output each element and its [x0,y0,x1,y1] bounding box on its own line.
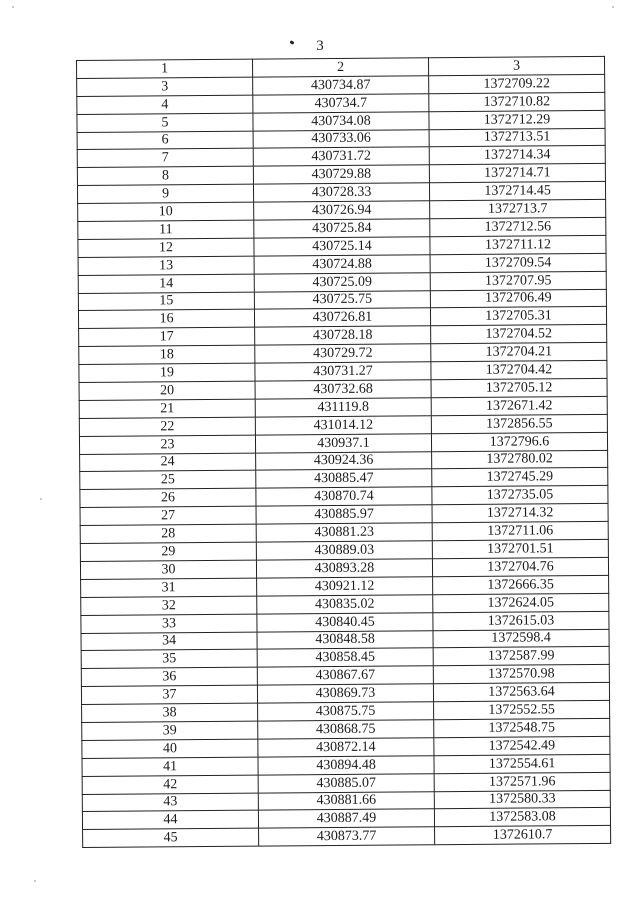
row-index-cell: 3 [77,77,253,96]
row-index-cell: 5 [77,113,253,132]
coordinate-x-cell: 430734.7 [253,94,429,113]
row-index-cell: 7 [77,149,253,168]
coordinate-x-cell: 430728.33 [253,183,429,202]
coordinate-y-cell: 1372714.45 [429,182,605,201]
coordinate-x-cell: 431119.8 [255,398,431,417]
coordinate-y-cell: 1372712.56 [430,217,606,236]
coordinate-y-cell: 1372796.6 [431,432,607,451]
coordinate-y-cell: 1372712.29 [429,110,605,129]
header-col-1: 1 [77,59,253,78]
coordinate-y-cell: 1372563.64 [433,683,609,702]
coordinate-x-cell: 430869.73 [257,684,433,703]
coordinate-y-cell: 1372552.55 [434,700,610,719]
header-col-2: 2 [252,58,428,77]
coordinate-x-cell: 430885.97 [256,505,432,524]
coordinate-x-cell: 430889.03 [256,541,432,560]
row-index-cell: 43 [82,793,258,812]
coordinate-x-cell: 430885.47 [256,469,432,488]
coordinate-x-cell: 430729.72 [255,344,431,363]
row-index-cell: 33 [81,614,257,633]
coordinate-y-cell: 1372554.61 [434,754,610,773]
row-index-cell: 11 [78,220,254,239]
row-index-cell: 41 [82,757,258,776]
coordinate-y-cell: 1372713.7 [430,199,606,218]
coordinate-x-cell: 430848.58 [257,630,433,649]
row-index-cell: 8 [77,166,253,185]
row-index-cell: 45 [83,828,259,847]
coordinate-y-cell: 1372704.52 [431,325,607,344]
coordinate-y-cell: 1372583.08 [434,808,610,827]
coordinate-x-cell: 430858.45 [257,648,433,667]
coordinate-x-cell: 430731.27 [255,362,431,381]
coordinate-x-cell: 430840.45 [257,612,433,631]
row-index-cell: 39 [82,721,258,740]
coordinate-y-cell: 1372713.51 [429,128,605,147]
coordinate-y-cell: 1372704.76 [432,557,608,576]
coordinate-x-cell: 430734.87 [253,76,429,95]
row-index-cell: 40 [82,739,258,758]
scan-dot [40,498,42,500]
row-index-cell: 4 [77,95,253,114]
row-index-cell: 21 [79,399,255,418]
coordinate-x-cell: 430734.08 [253,111,429,130]
coordinate-y-cell: 1372706.49 [430,289,606,308]
coordinate-x-cell: 430726.81 [254,308,430,327]
coordinate-x-cell: 430894.48 [258,755,434,774]
row-index-cell: 16 [78,310,254,329]
coordinate-x-cell: 430724.88 [254,255,430,274]
coordinate-y-cell: 1372714.71 [429,164,605,183]
row-index-cell: 25 [80,471,256,490]
row-index-cell: 18 [79,345,255,364]
coordinate-y-cell: 1372705.31 [430,307,606,326]
coordinate-x-cell: 430729.88 [253,165,429,184]
coordinate-x-cell: 430893.28 [256,559,432,578]
coordinate-y-cell: 1372705.12 [431,378,607,397]
coordinate-y-cell: 1372709.54 [430,253,606,272]
row-index-cell: 24 [80,453,256,472]
coordinate-x-cell: 430924.36 [256,451,432,470]
coordinate-x-cell: 431014.12 [255,416,431,435]
coordinates-table-container [76,56,610,848]
coordinate-x-cell: 430872.14 [258,738,434,757]
coordinate-y-cell: 1372704.21 [431,343,607,362]
coordinate-y-cell: 1372745.29 [432,468,608,487]
row-index-cell: 6 [77,131,253,150]
row-index-cell: 12 [78,238,254,257]
coordinate-y-cell: 1372735.05 [432,486,608,505]
coordinates-table [76,56,611,848]
coordinate-y-cell: 1372856.55 [431,414,607,433]
coordinate-y-cell: 1372704.42 [431,360,607,379]
coordinate-y-cell: 1372542.49 [434,736,610,755]
row-index-cell: 36 [81,667,257,686]
coordinate-y-cell: 1372707.95 [430,271,606,290]
coordinate-y-cell: 1372780.02 [432,450,608,469]
coordinate-y-cell: 1372548.75 [434,718,610,737]
row-index-cell: 22 [79,417,255,436]
row-index-cell: 42 [82,775,258,794]
coordinate-x-cell: 430733.06 [253,129,429,148]
coordinate-x-cell: 430725.84 [254,219,430,238]
row-index-cell: 19 [79,363,255,382]
coordinate-x-cell: 430867.67 [257,666,433,685]
row-index-cell: 20 [79,381,255,400]
coordinate-y-cell: 1372587.99 [433,647,609,666]
row-index-cell: 30 [80,560,256,579]
table-row [83,826,611,848]
coordinate-x-cell: 430873.77 [259,827,435,846]
coordinate-x-cell: 430725.75 [254,290,430,309]
row-index-cell: 13 [78,256,254,275]
row-index-cell: 10 [78,202,254,221]
row-index-cell: 35 [81,649,257,668]
coordinate-x-cell: 430835.02 [257,594,433,613]
row-index-cell: 29 [80,542,256,561]
coordinate-y-cell: 1372671.42 [431,396,607,415]
row-index-cell: 38 [82,703,258,722]
coordinate-y-cell: 1372711.12 [430,235,606,254]
coordinate-x-cell: 430881.66 [258,791,434,810]
coordinate-x-cell: 430921.12 [257,577,433,596]
coordinate-y-cell: 1372714.34 [429,146,605,165]
coordinate-y-cell: 1372580.33 [434,790,610,809]
scan-dot [612,6,614,8]
coordinate-y-cell: 1372571.96 [434,772,610,791]
row-index-cell: 23 [79,435,255,454]
coordinate-y-cell: 1372624.05 [433,593,609,612]
page-number: 3 [316,38,324,54]
coordinate-y-cell: 1372714.32 [432,504,608,523]
table-body [77,74,611,847]
row-index-cell: 34 [81,632,257,651]
row-index-cell: 31 [81,578,257,597]
coordinate-y-cell: 1372711.06 [432,521,608,540]
coordinate-y-cell: 1372615.03 [433,611,609,630]
coordinate-y-cell: 1372701.51 [432,539,608,558]
coordinate-y-cell: 1372610.7 [435,826,611,845]
coordinate-y-cell: 1372598.4 [433,629,609,648]
coordinate-x-cell: 430870.74 [256,487,432,506]
coordinate-x-cell: 430725.09 [254,272,430,291]
row-index-cell: 26 [80,488,256,507]
coordinate-x-cell: 430875.75 [258,702,434,721]
row-index-cell: 14 [78,274,254,293]
coordinate-y-cell: 1372709.22 [429,74,605,93]
coordinate-x-cell: 430731.72 [253,147,429,166]
row-index-cell: 17 [79,327,255,346]
coordinate-x-cell: 430885.07 [258,773,434,792]
coordinate-x-cell: 430732.68 [255,380,431,399]
coordinate-y-cell: 1372710.82 [429,92,605,111]
coordinate-y-cell: 1372570.98 [433,665,609,684]
coordinate-x-cell: 430726.94 [254,201,430,220]
coordinate-x-cell: 430937.1 [255,433,431,452]
coordinate-x-cell: 430728.18 [255,326,431,345]
coordinate-y-cell: 1372666.35 [433,575,609,594]
row-index-cell: 15 [78,292,254,311]
row-index-cell: 27 [80,506,256,525]
row-index-cell: 37 [81,685,257,704]
header-col-3: 3 [428,56,604,75]
row-index-cell: 9 [77,184,253,203]
coordinate-x-cell: 430868.75 [258,720,434,739]
coordinate-x-cell: 430881.23 [256,523,432,542]
row-index-cell: 44 [82,810,258,829]
coordinate-x-cell: 430725.14 [254,237,430,256]
scan-dot [34,880,36,882]
scan-dot [12,6,14,8]
coordinate-x-cell: 430887.49 [258,809,434,828]
row-index-cell: 28 [80,524,256,543]
row-index-cell: 32 [81,596,257,615]
